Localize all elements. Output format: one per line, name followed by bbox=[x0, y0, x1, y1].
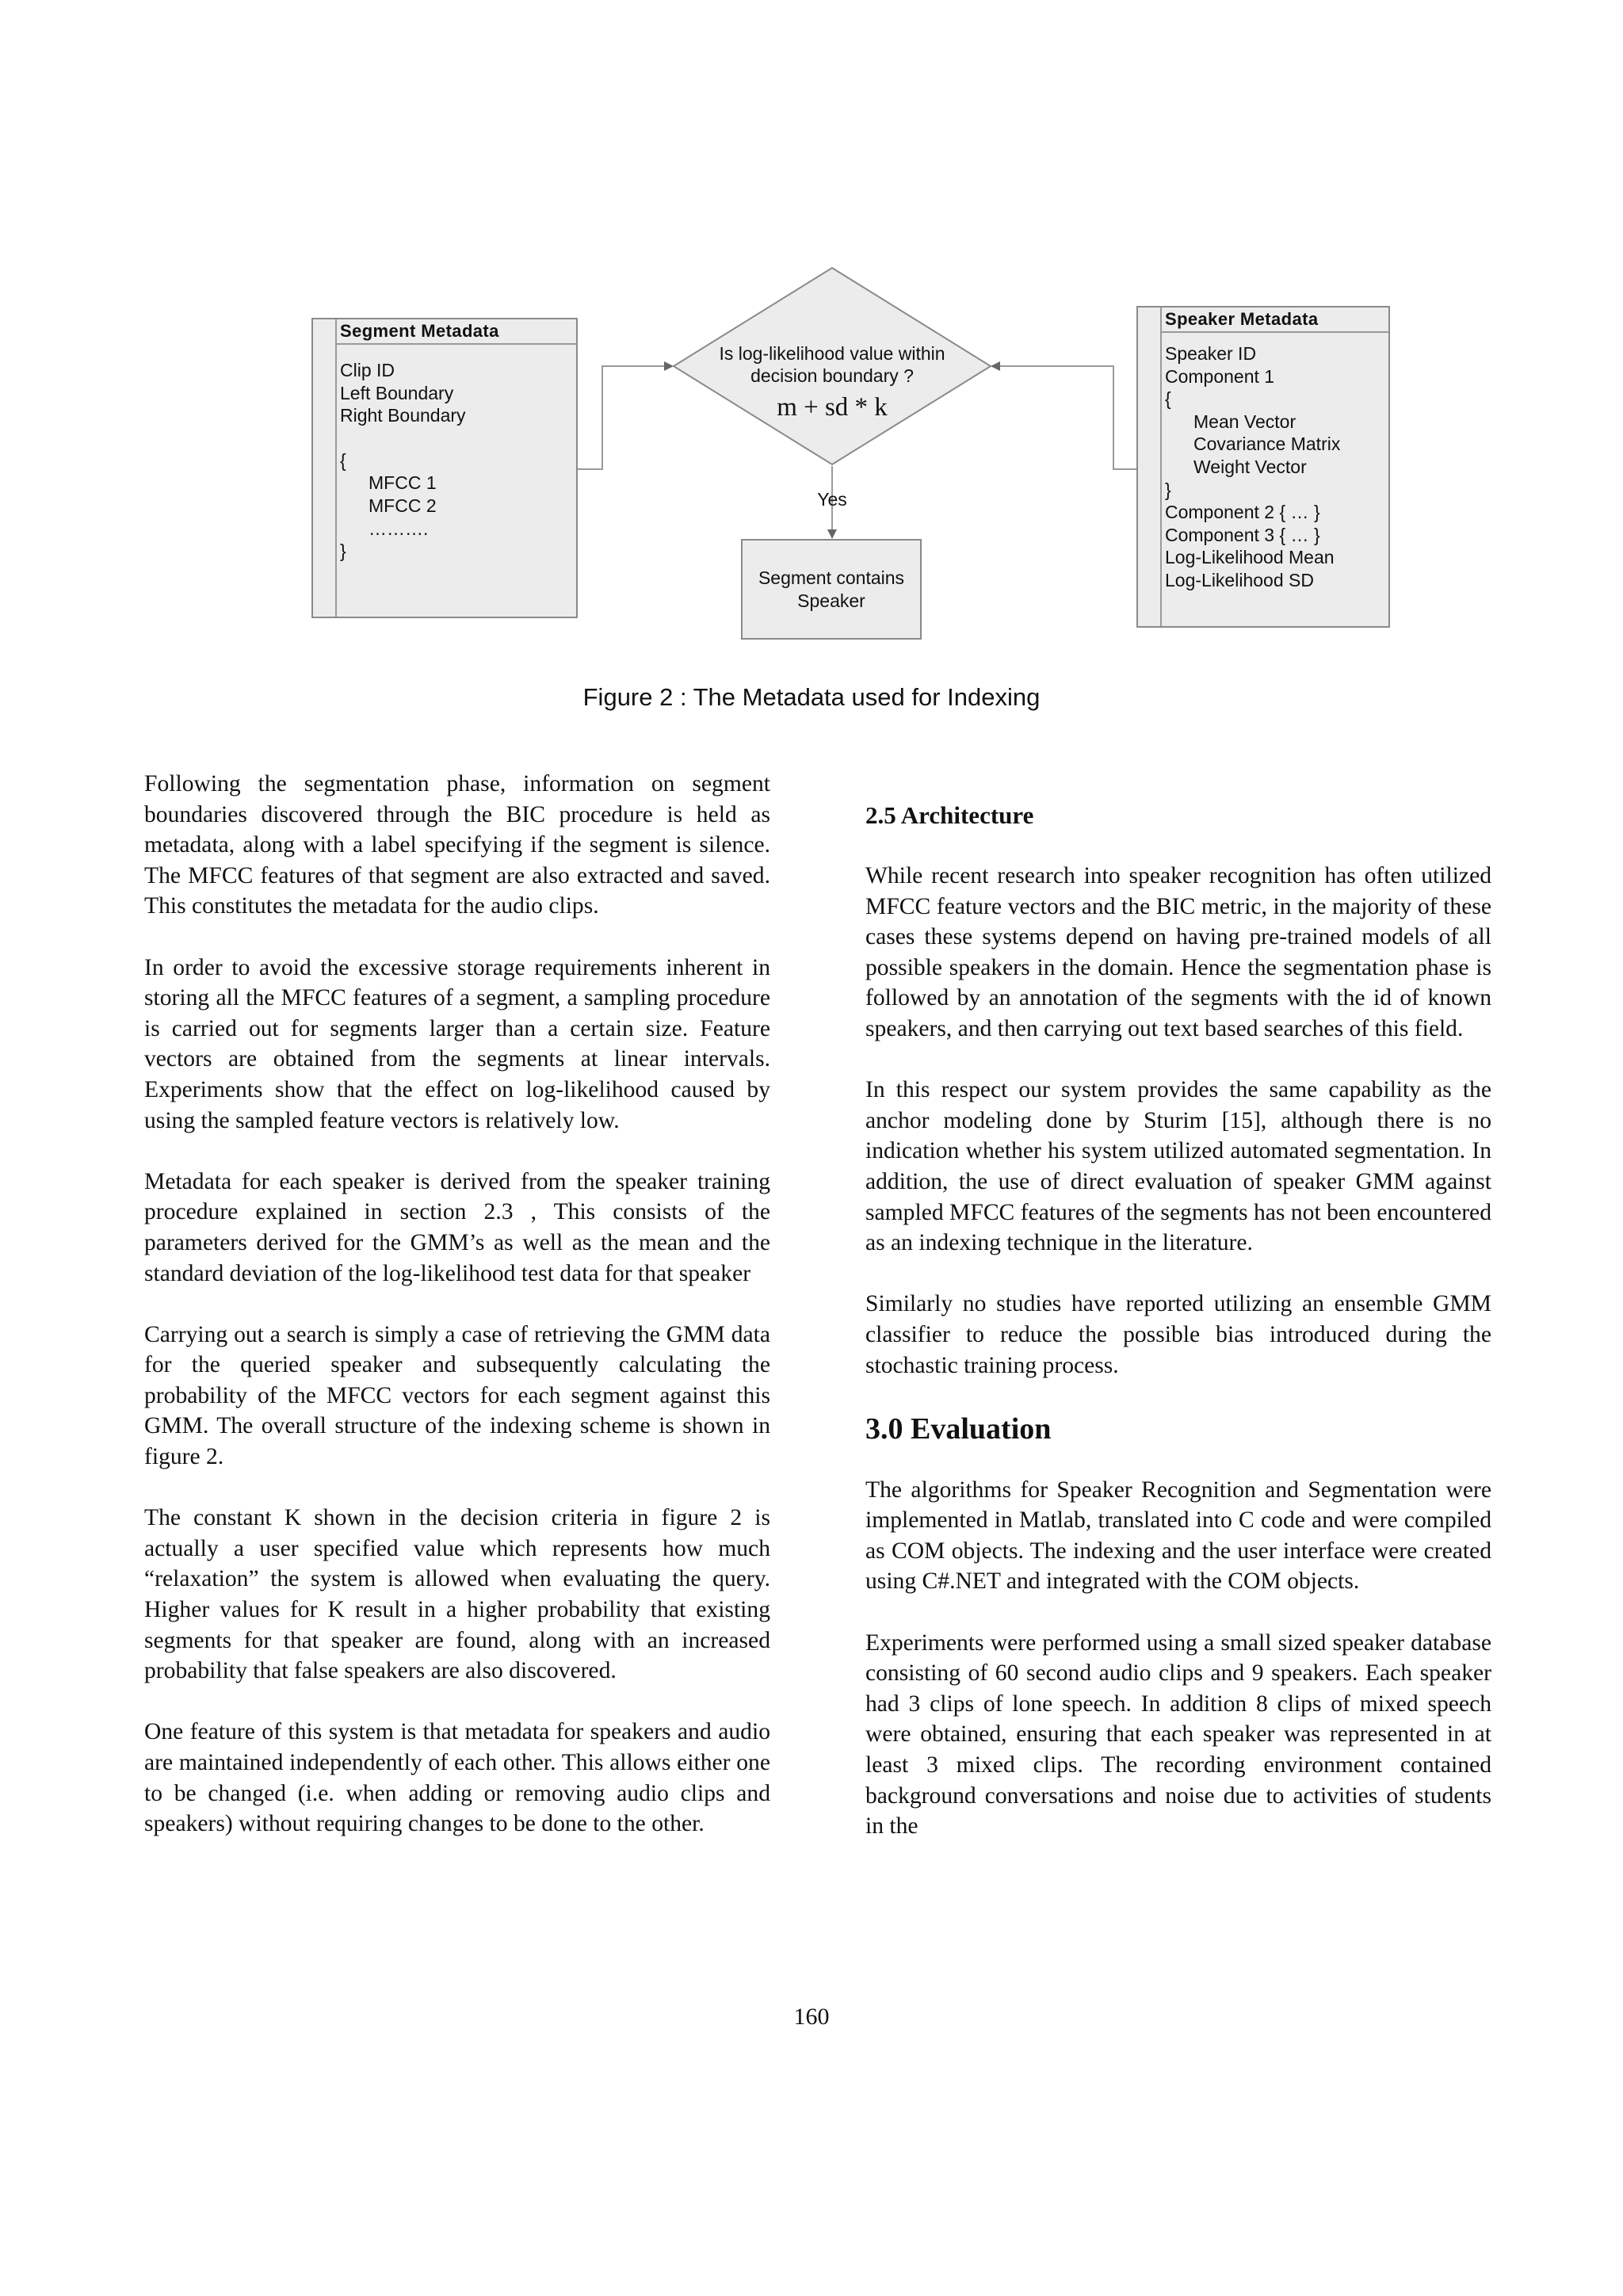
field-mfcc-2: MFCC 2 bbox=[369, 495, 437, 516]
section-heading-evaluation: 3.0 Evaluation bbox=[865, 1412, 1052, 1446]
paragraph: The constant K shown in the decision criteria in figure 2 is actually a user specified value which represents how much “relaxation” the system is allowed when evaluating the query. Higher values for K result in a higher probability that existing segments for that speaker are found, along with an increased probability that false speakers are also discovered. bbox=[144, 1505, 770, 1684]
result-box bbox=[741, 539, 922, 640]
open-brace: { bbox=[340, 449, 346, 471]
field-ellipsis: ………. bbox=[369, 518, 429, 539]
paragraph: Carrying out a search is simply a case of retrieving the GMM data for the queried speaker and subsequently calculating the probability of the MFCC vectors for each segment against this GMM. The overall structure of the indexing scheme is shown in figure 2. bbox=[144, 1321, 770, 1470]
right-column bbox=[865, 769, 1491, 1872]
close-brace: } bbox=[1165, 479, 1171, 500]
paragraph: While recent research into speaker recognition has often utilized MFCC feature vectors and the BIC metric, in the majority of these cases these systems depend on having pre-trained models of all possible speakers in the domain. Hence the segmentation phase is followed by an annotation of the segments with the id of known speakers, and then carrying out text based searches of this field. bbox=[865, 863, 1491, 1041]
decision-question-line1: Is log-likelihood value within bbox=[719, 343, 945, 364]
box-gutter bbox=[1138, 308, 1162, 626]
field-covariance-matrix: Covariance Matrix bbox=[1193, 434, 1341, 455]
field-mean-vector: Mean Vector bbox=[1193, 411, 1296, 432]
speaker-metadata-title: Speaker Metadata bbox=[1160, 308, 1388, 333]
field-left-boundary: Left Boundary bbox=[340, 382, 454, 403]
result-line1: Segment contains bbox=[758, 567, 905, 588]
field-component-2: Component 2 { … } bbox=[1165, 502, 1320, 523]
paragraph: In this respect our system provides the same capability as the anchor modeling done by Sturim [15], although there is no indication whether his system utilized automated segmentation. In addition, the use of direct evaluation of speaker GMM against sampled MFCC features of the segments has not been encountered as an indexing technique in the literature. bbox=[865, 1077, 1491, 1256]
paragraph: Following the segmentation phase, information on segment boundaries discovered through the BIC procedure is held as metadata, along with a label specifying if the segment is silence. The MFCC features of that segment are also extracted and saved. This constitutes the metadata for the audio clips. bbox=[144, 771, 770, 919]
segment-metadata-title: Segment Metadata bbox=[335, 319, 576, 345]
speaker-metadata-box bbox=[1136, 306, 1390, 628]
decision-question bbox=[697, 342, 967, 387]
field-speaker-id: Speaker ID bbox=[1165, 343, 1257, 364]
field-component-3: Component 3 { … } bbox=[1165, 524, 1320, 545]
field-component-1: Component 1 bbox=[1165, 365, 1275, 387]
open-brace: { bbox=[1165, 388, 1171, 410]
figure-caption: Figure 2 : The Metadata used for Indexing bbox=[582, 683, 1041, 711]
box-gutter bbox=[313, 319, 337, 617]
field-loglikelihood-mean: Log-Likelihood Mean bbox=[1165, 547, 1335, 568]
segment-metadata-fields bbox=[340, 359, 573, 563]
yes-label: Yes bbox=[817, 489, 847, 510]
paragraph: Experiments were performed using a small sized speaker database consisting of 60 second audio clips and 9 speakers. Each speaker had 3 clips of lone speech. In addition 8 clips of mixed speech were obtained, ensuring that each speaker was represented in at least 3 mixed clips. The recording environment contained background conversations and noise due to activities of students in the bbox=[865, 1629, 1491, 1839]
page-number: 160 bbox=[793, 2004, 830, 2030]
decision-formula: m + sd * k bbox=[777, 393, 888, 422]
paragraph: One feature of this system is that metadata for speakers and audio are maintained independently of each other. This allows either one to be changed (i.e. when adding or removing audio clips and speakers) without requiring changes to be done to the other. bbox=[144, 1719, 770, 1837]
paragraph: The algorithms for Speaker Recognition and Segmentation were implemented in Matlab, translated into C code and were compiled as COM objects. The indexing and the user interface were created using C#.NET and integrated with the COM objects. bbox=[865, 1477, 1491, 1595]
result-line2: Speaker bbox=[797, 590, 865, 611]
field-right-boundary: Right Boundary bbox=[340, 405, 466, 426]
field-clip-id: Clip ID bbox=[340, 360, 395, 380]
paragraph: Metadata for each speaker is derived from the speaker training procedure explained in section 2.3 , This consists of the parameters derived for the GMM’s as well as the mean and the standard deviation of the log-likelihood test data for that speaker bbox=[144, 1168, 770, 1286]
segment-metadata-box bbox=[311, 318, 578, 618]
section-heading-architecture: 2.5 Architecture bbox=[865, 801, 1034, 829]
close-brace: } bbox=[340, 541, 346, 562]
field-weight-vector: Weight Vector bbox=[1193, 456, 1307, 477]
field-loglikelihood-sd: Log-Likelihood SD bbox=[1165, 569, 1314, 590]
paragraph: In order to avoid the excessive storage requirements inherent in storing all the MFCC features of a segment, a sampling procedure is carried out for segments larger than a certain size. Feature vectors are obtained from the segments at linear intervals. Experiments show that the effect on log-likelihood caused by using the sampled feature vectors is relatively low. bbox=[144, 954, 770, 1133]
speaker-metadata-fields bbox=[1165, 342, 1385, 592]
decision-question-line2: decision boundary ? bbox=[750, 365, 914, 386]
left-column bbox=[144, 769, 770, 1870]
field-mfcc-1: MFCC 1 bbox=[369, 472, 437, 494]
speaker-to-decision-connector bbox=[992, 366, 1136, 469]
paragraph: Similarly no studies have reported utilizing an ensemble GMM classifier to reduce the possible bias introduced during the stochastic training process. bbox=[865, 1291, 1491, 1378]
segment-to-decision-connector bbox=[578, 366, 672, 469]
